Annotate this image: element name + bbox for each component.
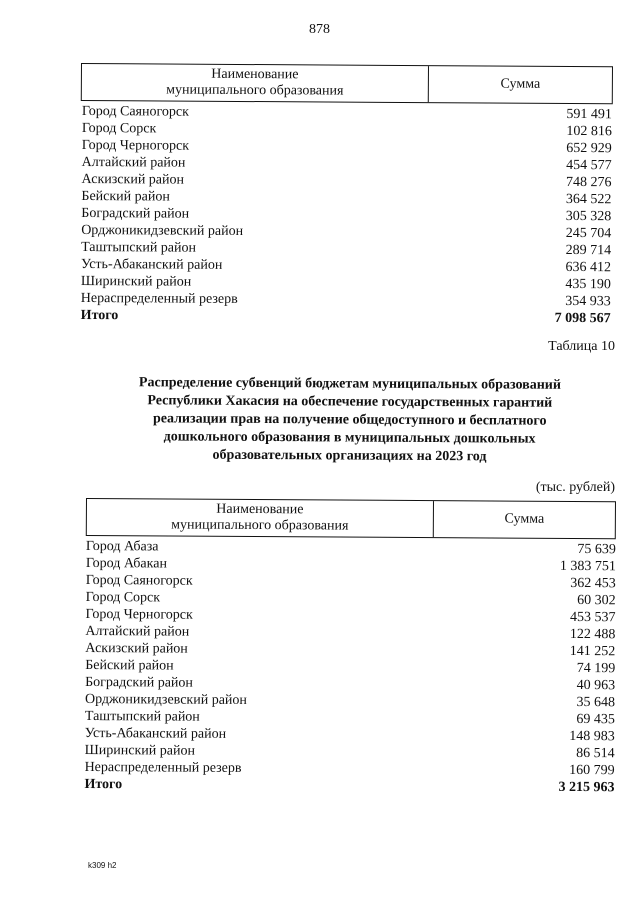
- row-name: Бейский район: [81, 188, 170, 205]
- row-name: Аскизский район: [85, 640, 188, 657]
- title-line: реализации прав на получение общедоступного и бесплатного: [152, 411, 547, 429]
- row-value: 86 514: [576, 745, 615, 762]
- row-value: 305 328: [565, 208, 612, 225]
- row-name: Город Черногорск: [81, 137, 190, 154]
- table10-header: [86, 498, 616, 539]
- row-value: 453 537: [569, 609, 616, 626]
- table10-title: [99, 374, 600, 467]
- table1-header-name-line1: Наименование: [211, 66, 299, 83]
- table10-header-name-line2: муниципального образования: [171, 517, 349, 534]
- title-line: Распределение субвенций бюджетам муниципальных образований: [138, 375, 561, 393]
- page-number: 878: [309, 22, 330, 37]
- table1-header: [81, 63, 613, 104]
- row-value: 35 648: [576, 694, 616, 711]
- table-label: Таблица 10: [548, 339, 615, 354]
- table10-total-row: [84, 776, 614, 796]
- row-value: 362 453: [570, 575, 616, 592]
- row-value: 141 252: [569, 643, 616, 660]
- row-name: Город Черногорск: [85, 606, 193, 623]
- row-name: Таштыпский район: [81, 239, 197, 256]
- row-value: 122 488: [569, 626, 616, 643]
- row-name: Город Сорск: [81, 120, 157, 137]
- row-value: 289 714: [565, 242, 612, 259]
- row-name: Усть-Абаканский район: [84, 725, 227, 742]
- table1-body: [81, 103, 612, 327]
- table10-header-sum: Сумма: [504, 511, 545, 527]
- table10-header-name-line1: Наименование: [216, 501, 304, 518]
- row-value: 748 276: [565, 174, 612, 191]
- units-label: (тыс. рублей): [535, 480, 615, 495]
- table-row: [82, 103, 612, 123]
- table1-header-name: [82, 64, 429, 102]
- total-value: 7 098 567: [554, 310, 611, 327]
- row-value: 364 522: [565, 191, 612, 208]
- row-name: Город Абаза: [85, 539, 159, 555]
- total-label: Итого: [80, 307, 119, 324]
- row-name: Боградский район: [81, 205, 190, 222]
- table1-header-sum: Сумма: [500, 76, 541, 92]
- row-value: 40 963: [576, 677, 616, 694]
- row-value: 102 816: [566, 123, 612, 140]
- row-name: Боградский район: [85, 674, 193, 691]
- row-name: Алтайский район: [85, 623, 190, 640]
- row-value: 1 383 751: [559, 558, 616, 575]
- row-value: 636 412: [565, 259, 612, 276]
- row-value: 74 199: [576, 661, 616, 677]
- row-value: 454 577: [566, 157, 612, 174]
- total-label: Итого: [84, 776, 123, 793]
- row-name: Орджоникидзевский район: [84, 691, 247, 708]
- table-row: [85, 759, 615, 779]
- table-row: [81, 290, 611, 310]
- title-line: Республики Хакасия на обеспечение государственных гарантий: [147, 393, 553, 411]
- table1-header-name-line2: муниципального образования: [166, 82, 344, 99]
- total-value: 3 215 963: [558, 779, 615, 796]
- row-name: Нераспределенный резерв: [80, 290, 238, 307]
- row-value: 69 435: [576, 711, 615, 728]
- table10-body: [84, 538, 616, 796]
- row-name: Город Сорск: [85, 589, 161, 606]
- row-value: 75 639: [577, 542, 616, 558]
- title-line: образовательных организациях на 2023 год: [212, 447, 487, 465]
- footer-code: k309 h2: [88, 861, 117, 870]
- table10-header-name: [87, 499, 434, 537]
- row-name: Нераспределенный резерв: [84, 759, 242, 776]
- row-value: 435 190: [565, 276, 611, 293]
- table1-total-row: [81, 307, 611, 327]
- row-value: 354 933: [565, 293, 611, 310]
- row-value: 245 704: [565, 225, 612, 242]
- table-row: [86, 572, 616, 592]
- title-line: дошкольного образования в муниципальных дошкольных: [163, 429, 536, 447]
- row-name: Орджоникидзевский район: [81, 222, 244, 239]
- row-value: 591 491: [566, 106, 612, 123]
- row-value: 60 302: [577, 593, 616, 609]
- row-name: Бейский район: [85, 657, 174, 674]
- row-value: 652 929: [566, 140, 612, 157]
- row-name: Ширинский район: [80, 273, 192, 290]
- row-name: Таштыпский район: [84, 708, 200, 725]
- row-value: 148 983: [569, 728, 615, 745]
- row-name: Усть-Абаканский район: [80, 256, 223, 273]
- row-name: Аскизский район: [81, 171, 185, 188]
- row-name: Алтайский район: [81, 154, 186, 171]
- row-name: Город Саяногорск: [81, 103, 189, 120]
- row-value: 160 799: [569, 762, 615, 779]
- row-name: Город Абакан: [85, 555, 168, 572]
- row-name: Город Саяногорск: [85, 572, 193, 589]
- row-name: Ширинский район: [84, 742, 196, 759]
